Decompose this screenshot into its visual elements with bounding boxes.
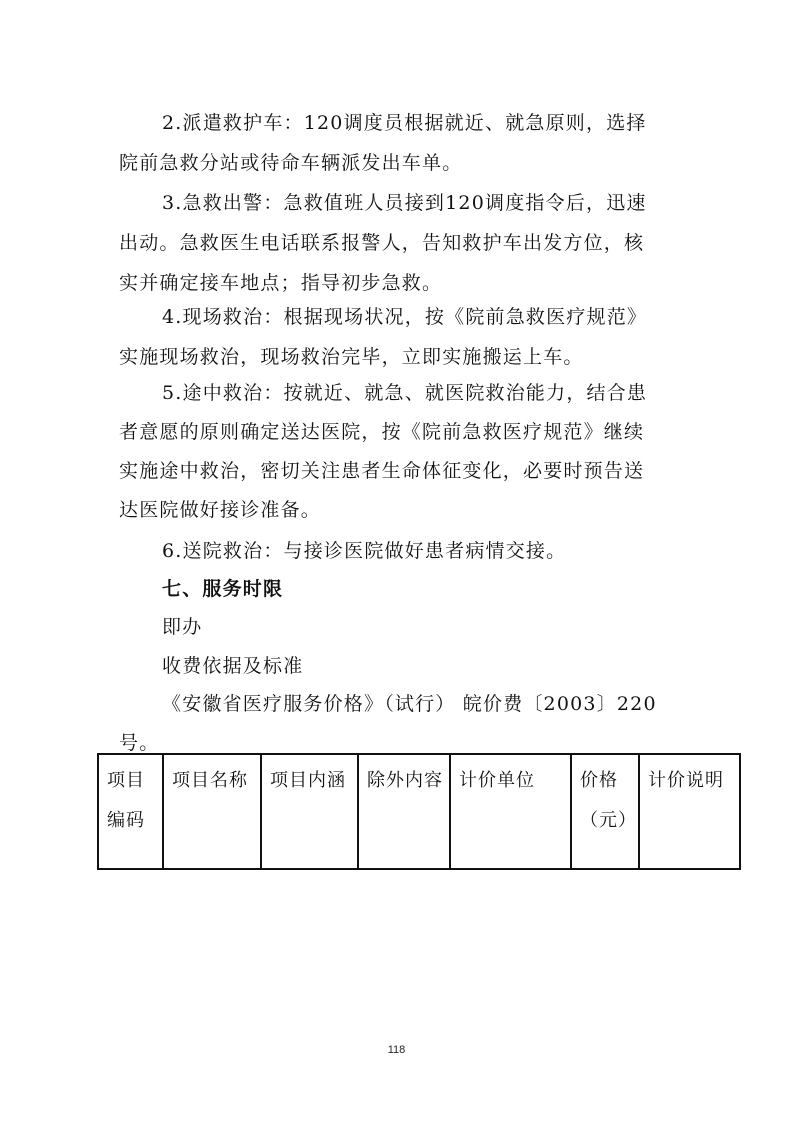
paragraph-3-line-3: 实并确定接车地点；指导初步急救。 [119, 272, 443, 294]
paragraph-5-line-3: 实施途中救治，密切关注患者生命体征变化，必要时预告送 [119, 460, 645, 482]
header-cell-unit [450, 754, 571, 869]
header-excluded: 除外内容 [367, 770, 443, 791]
header-price-line-1: 价格 [580, 770, 618, 791]
paragraph-5-line-4: 达医院做好接诊准备。 [119, 499, 322, 521]
header-cell-item-name [163, 754, 261, 869]
header-cell-excluded [358, 754, 450, 869]
paragraph-5-line-2: 者意愿的原则确定送达医院，按《院前急救医疗规范》继续 [119, 421, 645, 443]
header-item-content: 项目内涵 [270, 770, 346, 791]
fee-basis-text-line-2: 号。 [119, 732, 160, 754]
header-item-name: 项目名称 [172, 770, 248, 791]
fee-basis-title: 收费依据及标准 [162, 655, 304, 677]
paragraph-5-line-1: 5.途中救治：按就近、就急、就医院救治能力，结合患 [162, 382, 648, 404]
fee-basis-text-line-1: 《安徽省医疗服务价格》（试行） 皖价费〔2003〕220 [162, 693, 657, 715]
header-unit: 计价单位 [459, 770, 535, 791]
header-cell-item-code [98, 754, 163, 869]
paragraph-3-line-1: 3.急救出警：急救值班人员接到120调度指令后，迅速 [162, 192, 647, 214]
paragraph-4-line-1: 4.现场救治：根据现场状况，按《院前急救医疗规范》 [162, 306, 648, 328]
page-number: 118 [387, 1044, 406, 1056]
header-cell-item-content [261, 754, 358, 869]
header-cell-pricing-note [639, 754, 740, 869]
paragraph-3-line-2: 出动。急救医生电话联系报警人，告知救护车出发方位，核 [119, 232, 645, 254]
header-item-code-line-1: 项目 [107, 770, 145, 791]
header-cell-price [571, 754, 639, 869]
header-item-code-line-2: 编码 [107, 810, 145, 831]
table-header-row [98, 754, 740, 869]
fee-table [97, 753, 741, 870]
header-pricing-note: 计价说明 [648, 770, 724, 791]
paragraph-2-line-2: 院前急救分站或待命车辆派发出车单。 [119, 152, 463, 174]
service-time-value: 即办 [162, 616, 203, 638]
paragraph-2-line-1: 2.派遣救护车：120调度员根据就近、就急原则，选择 [162, 112, 647, 134]
header-price-line-2: （元） [580, 810, 637, 831]
paragraph-4-line-2: 实施现场救治，现场救治完毕，立即实施搬运上车。 [119, 346, 584, 368]
section-heading: 七、服务时限 [162, 578, 284, 600]
paragraph-6-line-1: 6.送院救治：与接诊医院做好患者病情交接。 [162, 540, 567, 562]
